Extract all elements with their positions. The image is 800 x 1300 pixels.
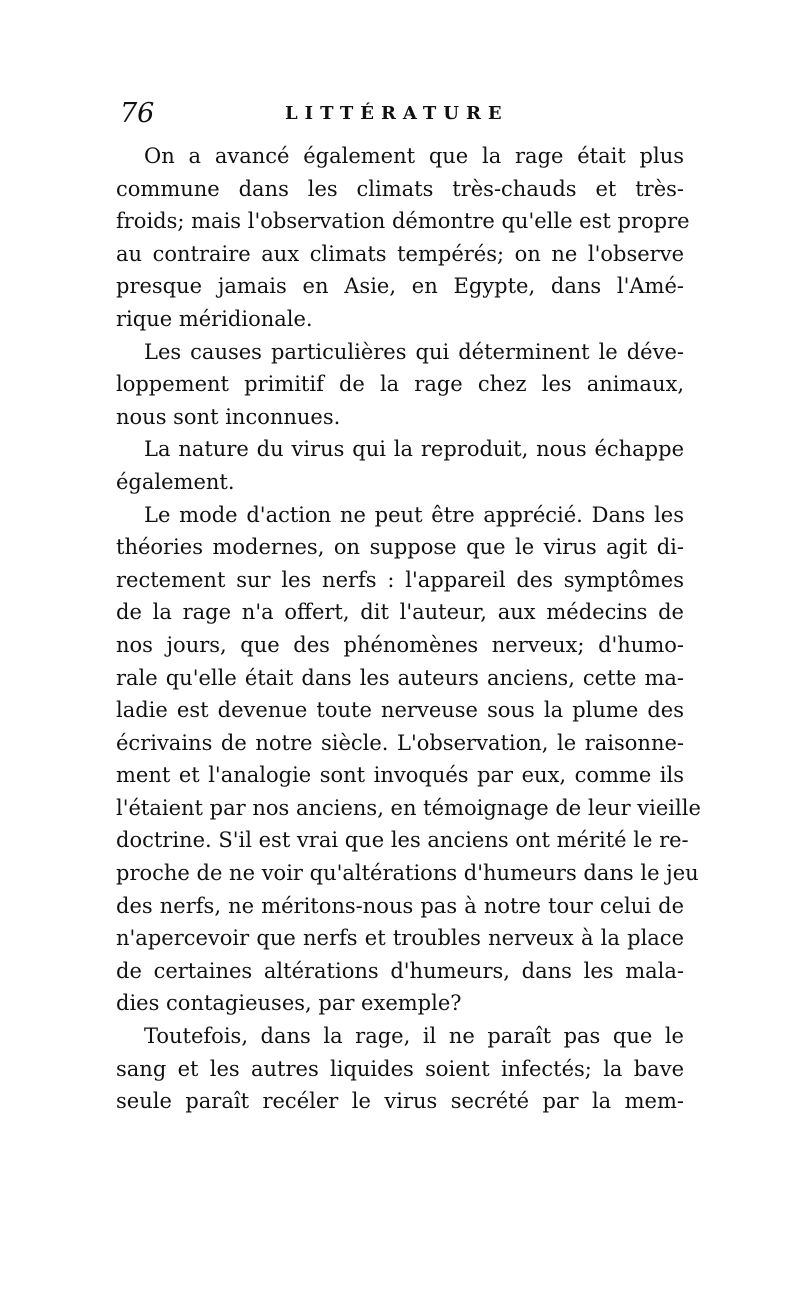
text-line: seule paraît recéler le virus secrété par la mem- (116, 1089, 684, 1114)
body-text (116, 140, 701, 1118)
text-line: froids; mais l'observation démontre qu'elle est propre (116, 209, 690, 234)
text-line: presque jamais en Asie, en Egypte, dans l'Amé- (116, 274, 684, 299)
paragraph (116, 433, 684, 498)
running-title: LITTÉRATURE (285, 103, 509, 124)
text-line: proche de ne voir qu'altérations d'humeurs dans le jeu (116, 861, 699, 886)
text-line: nos jours, que des phénomènes nerveux; d'humo- (116, 632, 684, 657)
paragraph (116, 499, 701, 1021)
text-line: ment et l'analogie sont invoqués par eux, comme ils (116, 763, 684, 788)
text-line: sang et les autres liquides soient infectés; la bave (116, 1056, 684, 1081)
text-line: rique méridionale. (116, 306, 313, 331)
text-line: également. (116, 469, 235, 494)
text-line: dies contagieuses, par exemple? (116, 991, 462, 1016)
text-line: théories modernes, on suppose que le virus agit di- (116, 535, 684, 560)
text-line: n'apercevoir que nerfs et troubles nerveux à la place (116, 926, 684, 951)
page-number: 76 (120, 98, 155, 129)
text-line: l'étaient par nos anciens, en témoignage de leur vieille (116, 795, 701, 820)
paragraph (116, 1020, 684, 1118)
text-line: des nerfs, ne méritons-nous pas à notre tour celui de (116, 893, 684, 918)
text-line: nous sont inconnues. (116, 404, 341, 429)
paragraph (116, 336, 684, 434)
text-line: La nature du virus qui la reproduit, nous échappe (144, 437, 684, 462)
text-line: doctrine. S'il est vrai que les anciens ont mérité le re- (116, 828, 689, 853)
text-line: Les causes particulières qui déterminent le déve- (144, 339, 684, 364)
text-line: rectement sur les nerfs : l'appareil des symptômes (116, 567, 684, 592)
text-line: On a avancé également que la rage était plus (144, 144, 684, 168)
text-line: écrivains de notre siècle. L'observation, le raisonne- (116, 730, 684, 755)
text-line: au contraire aux climats tempérés; on ne l'observe (116, 241, 684, 266)
text-line: Toutefois, dans la rage, il ne paraît pas que le (144, 1024, 684, 1049)
text-line: rale qu'elle était dans les auteurs anciens, cette ma- (116, 665, 684, 690)
running-head (120, 96, 680, 136)
text-line: de certaines altérations d'humeurs, dans les mala- (116, 958, 684, 983)
text-line: Le mode d'action ne peut être apprécié. Dans les (144, 502, 684, 527)
text-line: commune dans les climats très-chauds et très- (116, 176, 684, 201)
paragraph (116, 140, 690, 336)
text-line: loppement primitif de la rage chez les animaux, (116, 372, 684, 397)
text-line: de la rage n'a offert, dit l'auteur, aux médecins de (116, 600, 684, 625)
text-line: ladie est devenue toute nerveuse sous la plume des (116, 698, 684, 723)
